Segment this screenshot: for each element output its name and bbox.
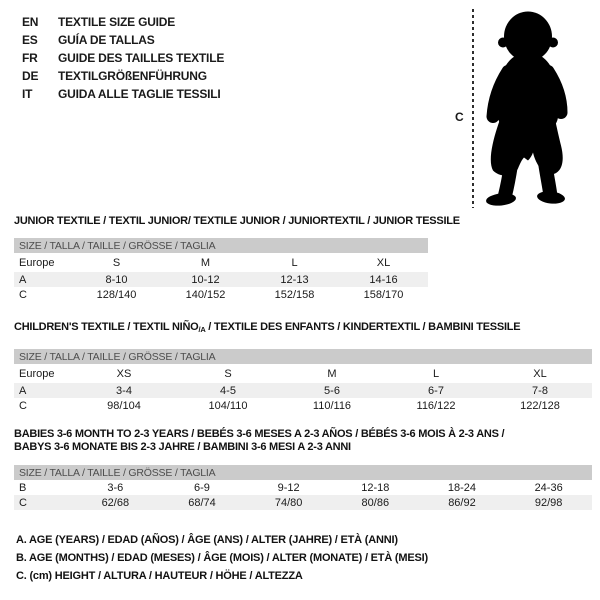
language-title: GUIDE DES TAILLES TEXTILE bbox=[58, 51, 225, 65]
size-cell: 86/92 bbox=[419, 495, 506, 510]
size-cell: 6-7 bbox=[384, 383, 488, 398]
size-cell: XL bbox=[533, 367, 547, 380]
size-cell: S bbox=[224, 367, 232, 380]
size-cell: 80/86 bbox=[332, 495, 419, 510]
language-code: ES bbox=[22, 33, 38, 47]
note-a-age-years: A. AGE (YEARS) / EDAD (AÑOS) / ÂGE (ANS) / ALTER (JAHRE) / ETÀ (ANNI) bbox=[16, 534, 398, 546]
size-cell: 128/140 bbox=[96, 288, 137, 301]
babies-size-table bbox=[14, 465, 592, 510]
size-cell: 12-13 bbox=[250, 272, 339, 287]
language-row-de bbox=[22, 67, 224, 85]
note-c-height-cm: C. (cm) HEIGHT / ALTURA / HAUTEUR / HÖHE / ALTEZZA bbox=[16, 570, 303, 582]
childrens-textile-section bbox=[14, 321, 592, 413]
size-header-label: SIZE / TALLA / TAILLE / GRÖSSE / TAGLIA bbox=[14, 349, 592, 364]
legend-notes bbox=[16, 531, 428, 585]
size-cell: 6-9 bbox=[194, 481, 210, 494]
junior-size-table bbox=[14, 238, 428, 302]
size-cell: 12-18 bbox=[361, 481, 390, 494]
language-code: DE bbox=[22, 69, 39, 83]
row-label: B bbox=[19, 481, 27, 494]
row-label: C bbox=[14, 495, 72, 510]
size-cell: M bbox=[327, 367, 337, 380]
height-measure-label: C bbox=[455, 110, 464, 124]
size-cell: 140/152 bbox=[185, 288, 226, 301]
size-cell: 18-24 bbox=[447, 481, 477, 494]
size-cell: 3-4 bbox=[72, 383, 176, 398]
language-title-list bbox=[22, 13, 224, 103]
size-header-label: SIZE / TALLA / TAILLE / GRÖSSE / TAGLIA bbox=[14, 238, 428, 253]
size-cell: XL bbox=[376, 256, 391, 269]
junior-table-title: JUNIOR TEXTILE / TEXTIL JUNIOR/ TEXTILE JUNIOR / JUNIORTEXTIL / JUNIOR TESSILE bbox=[14, 215, 460, 227]
size-cell: 158/170 bbox=[363, 288, 404, 301]
childrens-table-title bbox=[14, 321, 592, 336]
size-cell: S bbox=[112, 256, 121, 269]
size-cell: 152/158 bbox=[274, 288, 315, 301]
table-row bbox=[14, 383, 592, 398]
language-row-fr bbox=[22, 49, 224, 67]
language-code: FR bbox=[22, 51, 38, 65]
row-label: Europe bbox=[19, 256, 55, 269]
size-header-bar bbox=[14, 349, 592, 364]
table-row bbox=[14, 398, 592, 413]
title-text: / TEXTILE DES ENFANTS / KINDERTEXTIL / BAMBINI TESSILE bbox=[205, 321, 521, 333]
size-cell: 8-10 bbox=[72, 272, 161, 287]
row-label: C bbox=[19, 288, 27, 301]
childrens-size-table bbox=[14, 349, 592, 413]
size-cell: 7-8 bbox=[488, 383, 592, 398]
height-dashed-line bbox=[472, 9, 474, 208]
size-cell: 14-16 bbox=[339, 272, 428, 287]
babies-title-line1: BABIES 3-6 MONTH TO 2-3 YEARS / BEBÉS 3-6 MESES A 2-3 AÑOS / BÉBÉS 3-6 MOIS À 2-3 ANS / bbox=[14, 428, 505, 440]
size-cell: 116/122 bbox=[416, 399, 456, 412]
language-code: IT bbox=[22, 87, 33, 101]
babies-title-line2: BABYS 3-6 MONATE BIS 2-3 JAHRE / BAMBINI 3-6 MESI A 2-3 ANNI bbox=[14, 441, 351, 453]
size-header-bar bbox=[14, 238, 428, 253]
table-row bbox=[14, 253, 428, 272]
table-row bbox=[14, 495, 592, 510]
table-row bbox=[14, 287, 428, 302]
baby-silhouette-icon bbox=[484, 9, 568, 206]
size-cell: 74/80 bbox=[245, 495, 332, 510]
size-cell: 9-12 bbox=[277, 481, 300, 494]
size-cell: XS bbox=[116, 367, 132, 380]
size-cell: 24-36 bbox=[534, 481, 563, 494]
language-row-en bbox=[22, 13, 224, 31]
size-cell: M bbox=[200, 256, 211, 269]
size-cell: 68/74 bbox=[159, 495, 246, 510]
size-cell: 4-5 bbox=[176, 383, 280, 398]
row-label: A bbox=[14, 383, 72, 398]
junior-textile-section bbox=[14, 215, 460, 302]
row-label: A bbox=[14, 272, 72, 287]
language-title: GUIDA ALLE TAGLIE TESSILI bbox=[58, 87, 221, 101]
size-cell: 122/128 bbox=[520, 399, 560, 412]
language-title: TEXTILGRÖßENFÜHRUNG bbox=[58, 69, 207, 83]
language-row-it bbox=[22, 85, 224, 103]
row-label: C bbox=[19, 399, 27, 412]
table-row bbox=[14, 364, 592, 383]
row-label: Europe bbox=[19, 367, 55, 380]
language-code: EN bbox=[22, 15, 39, 29]
note-b-age-months: B. AGE (MONTHS) / EDAD (MESES) / ÂGE (MOIS) / ALTER (MONATE) / ETÀ (MESI) bbox=[16, 552, 428, 564]
size-cell: L bbox=[291, 256, 298, 269]
size-cell: L bbox=[432, 367, 440, 380]
size-header-bar bbox=[14, 465, 592, 480]
table-row bbox=[14, 480, 592, 495]
size-cell: 98/104 bbox=[107, 399, 141, 412]
table-row bbox=[14, 272, 428, 287]
size-cell: 10-12 bbox=[161, 272, 250, 287]
babies-textile-section bbox=[14, 428, 592, 510]
babies-table-title bbox=[14, 428, 592, 454]
language-title: TEXTILE SIZE GUIDE bbox=[58, 15, 176, 29]
size-cell: 104/110 bbox=[208, 399, 248, 412]
language-row-es bbox=[22, 31, 224, 49]
size-cell: 62/68 bbox=[72, 495, 159, 510]
title-subscript: /A bbox=[198, 325, 206, 334]
size-cell: 92/98 bbox=[505, 495, 592, 510]
size-cell: 3-6 bbox=[107, 481, 124, 494]
title-text: CHILDREN'S TEXTILE / TEXTIL NIÑO bbox=[14, 321, 199, 333]
language-title: GUÍA DE TALLAS bbox=[58, 33, 155, 47]
size-cell: 110/116 bbox=[312, 399, 352, 412]
size-cell: 5-6 bbox=[280, 383, 384, 398]
size-header-label: SIZE / TALLA / TAILLE / GRÖSSE / TAGLIA bbox=[14, 465, 592, 480]
